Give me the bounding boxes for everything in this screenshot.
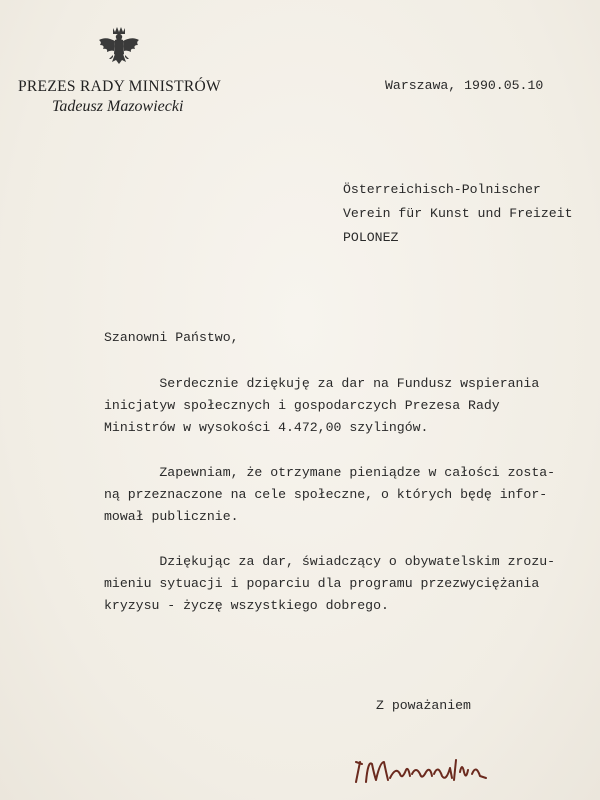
place-date: Warszawa, 1990.05.10 [385,78,544,93]
office-title: PREZES RADY MINISTRÓW [18,78,221,95]
salutation: Szanowni Państwo, [104,330,239,345]
paragraph-line: Zapewniam, że otrzymane pieniądze w całości zosta- [104,465,556,480]
closing: Z poważaniem [376,698,471,713]
paragraph-line: inicjatyw społecznych i gospodarczych Prezesa Rady [104,398,500,413]
paragraph-line: ną przeznaczone na cele społeczne, o których będę infor- [104,487,548,502]
officer-name: Tadeusz Mazowiecki [52,98,184,115]
paragraph-line: mował publicznie. [104,509,239,524]
paragraph-line: Serdecznie dziękuję za dar na Fundusz wspierania [104,376,540,391]
paragraph-line: kryzysu - życzę wszystkiego dobrego. [104,598,389,613]
recipient-line-3: POLONEZ [343,230,399,245]
recipient-line-2: Verein für Kunst und Freizeit [343,206,573,221]
recipient-line-1: Österreichisch-Polnischer [343,182,541,197]
paragraph-line: mieniu sytuacji i poparciu dla programu przezwyciężania [104,576,540,591]
handwritten-signature [348,752,518,786]
polish-eagle-emblem-icon [96,24,142,70]
paragraph-line: Ministrów w wysokości 4.472,00 szylingów. [104,420,429,435]
paragraph-line: Dziękując za dar, świadczący o obywatelskim zrozu- [104,554,556,569]
